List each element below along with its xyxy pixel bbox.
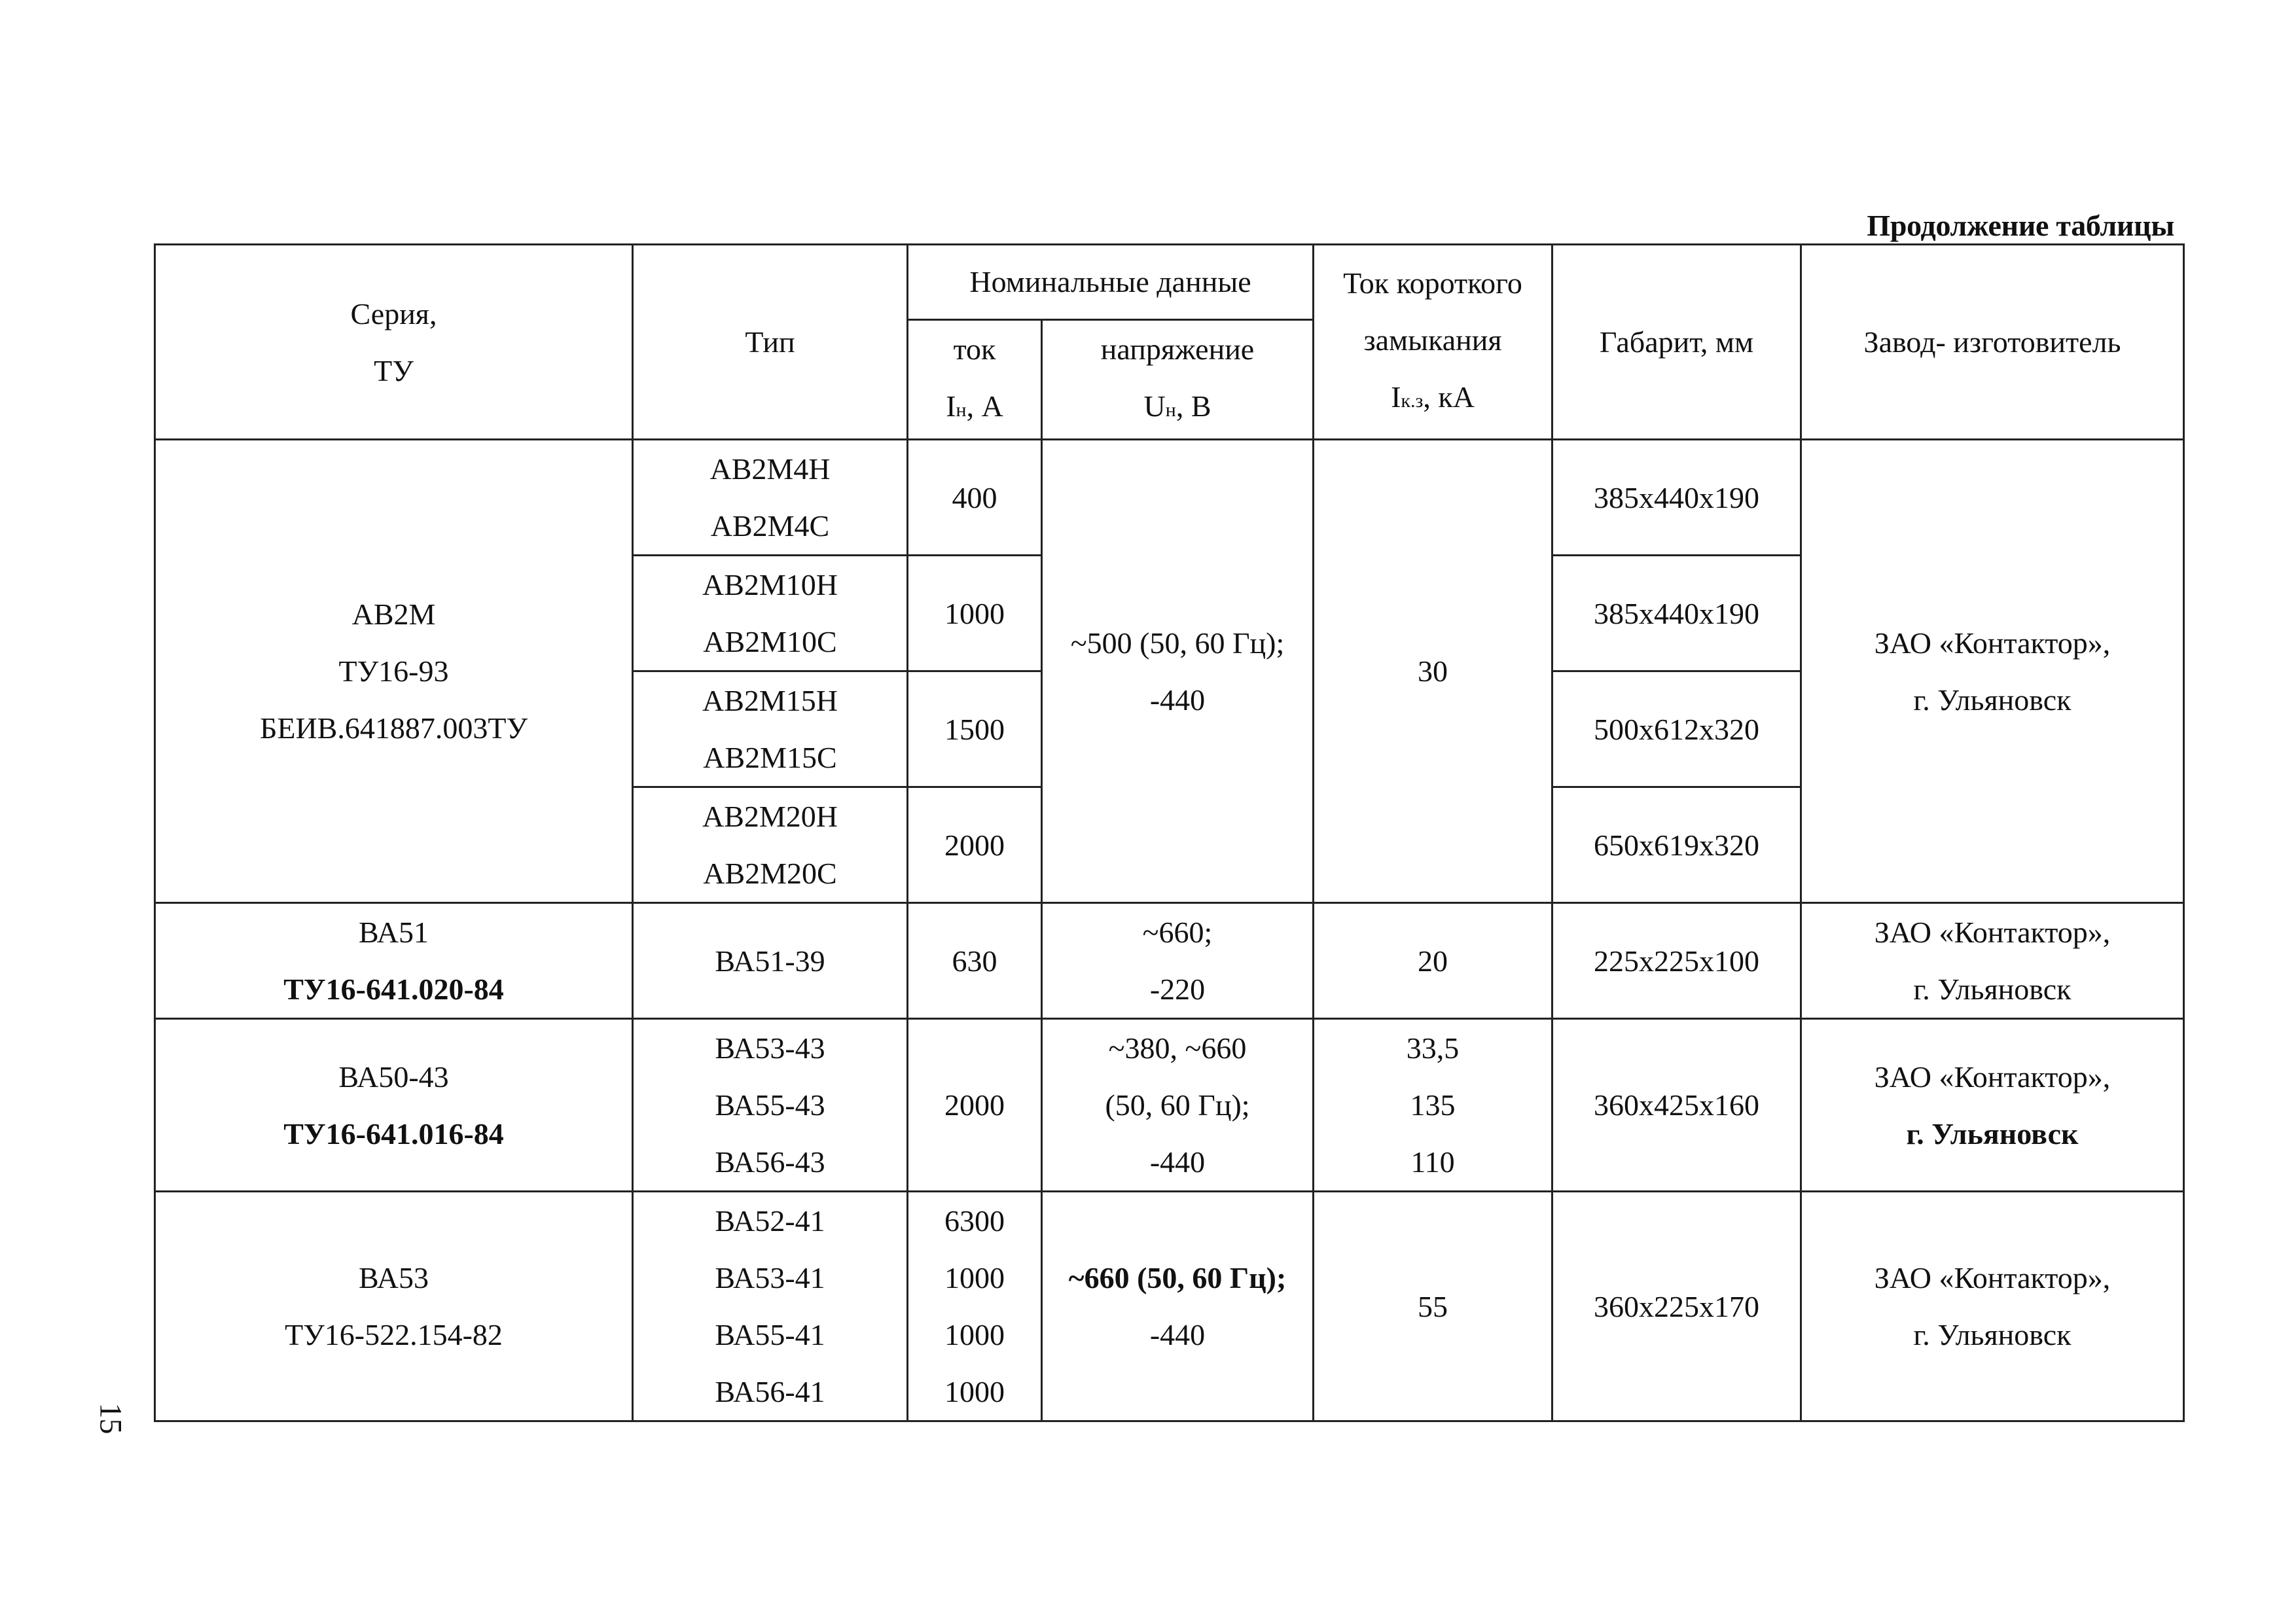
current-cell: 2000 <box>908 787 1042 903</box>
short-circuit-line: 135 <box>1410 1088 1456 1122</box>
voltage-line: (50, 60 Гц); <box>1105 1088 1250 1122</box>
manufacturer-line: ЗАО «Контактор», <box>1874 626 2111 660</box>
series-line: ТУ16-641.020-84 <box>283 972 504 1006</box>
short-circuit-cell: 30 <box>1314 440 1552 903</box>
table-row <box>155 1019 2184 1192</box>
series-line: ВА51 <box>358 916 429 949</box>
table-row <box>155 440 2184 556</box>
manufacturer-line: г. Ульяновск <box>1913 1318 2072 1351</box>
type-line: АВ2М10Н <box>702 568 838 601</box>
circuit-breaker-table <box>154 243 2185 1422</box>
header-series-line: ТУ <box>374 353 414 387</box>
type-line: ВА52-41 <box>715 1204 825 1238</box>
type-cell <box>633 671 908 787</box>
type-line: АВ2М4С <box>710 509 830 543</box>
manufacturer-line: г. Ульяновск <box>1913 683 2072 717</box>
header-nominal: Номинальные данные <box>908 245 1314 320</box>
table-continuation-caption: Продолжение таблицы <box>1867 209 2174 242</box>
type-line: ВА56-41 <box>715 1375 825 1408</box>
header-short-circuit-unit: Iк.з, кА <box>1391 380 1475 414</box>
voltage-line: ~380, ~660 <box>1108 1031 1247 1065</box>
header-short-circuit-line: замыкания <box>1363 323 1502 357</box>
type-line: ВА53-43 <box>715 1031 825 1065</box>
header-type: Тип <box>633 245 908 440</box>
type-cell <box>633 1019 908 1192</box>
manufacturer-line: ЗАО «Контактор», <box>1874 916 2111 949</box>
manufacturer-line: г. Ульяновск <box>1906 1116 2079 1150</box>
voltage-line: ~500 (50, 60 Гц); <box>1070 626 1285 660</box>
type-cell <box>633 440 908 556</box>
voltage-line: ~660; <box>1142 916 1213 949</box>
type-line: ВА56-43 <box>715 1145 825 1179</box>
series-cell <box>155 1019 633 1192</box>
dimensions-cell: 650х619х320 <box>1552 787 1801 903</box>
short-circuit-cell: 20 <box>1314 903 1552 1019</box>
manufacturer-cell <box>1801 1192 2184 1421</box>
manufacturer-cell <box>1801 1019 2184 1192</box>
type-line: АВ2М20С <box>703 857 837 890</box>
type-line: ВА55-41 <box>715 1318 825 1351</box>
dimensions-cell: 360х225х170 <box>1552 1192 1801 1421</box>
header-dimensions: Габарит, мм <box>1552 245 1801 440</box>
current-cell: 2000 <box>908 1019 1042 1192</box>
short-circuit-cell <box>1314 1019 1552 1192</box>
type-line: ВА53-41 <box>715 1261 825 1294</box>
voltage-cell <box>1042 903 1314 1019</box>
current-cell: 1500 <box>908 671 1042 787</box>
type-cell <box>633 1192 908 1421</box>
series-line: ТУ16-93 <box>338 654 449 688</box>
dimensions-cell: 225х225х100 <box>1552 903 1801 1019</box>
series-line: ТУ16-522.154-82 <box>285 1318 503 1351</box>
header-current-label: ток <box>953 332 996 366</box>
voltage-line: -220 <box>1149 972 1206 1006</box>
current-line: 1000 <box>944 1261 1005 1294</box>
voltage-cell <box>1042 440 1314 903</box>
table-row <box>155 1192 2184 1421</box>
header-series <box>155 245 633 440</box>
dimensions-cell: 360х425х160 <box>1552 1019 1801 1192</box>
header-current <box>908 320 1042 440</box>
short-circuit-line: 33,5 <box>1406 1031 1460 1065</box>
dimensions-cell: 500х612х320 <box>1552 671 1801 787</box>
short-circuit-cell: 55 <box>1314 1192 1552 1421</box>
type-cell: ВА51-39 <box>633 903 908 1019</box>
manufacturer-line: ЗАО «Контактор», <box>1874 1060 2111 1094</box>
table-row <box>155 903 2184 1019</box>
voltage-line: -440 <box>1149 683 1206 717</box>
series-cell <box>155 1192 633 1421</box>
type-line: ВА55-43 <box>715 1088 825 1122</box>
header-voltage-label: напряжение <box>1100 332 1255 366</box>
voltage-line: -440 <box>1149 1145 1206 1179</box>
type-line: АВ2М20Н <box>702 800 838 833</box>
type-cell <box>633 787 908 903</box>
series-cell <box>155 440 633 903</box>
manufacturer-cell <box>1801 440 2184 903</box>
voltage-cell <box>1042 1192 1314 1421</box>
series-line: БЕИВ.641887.003ТУ <box>259 711 528 745</box>
header-short-circuit <box>1314 245 1552 440</box>
header-voltage <box>1042 320 1314 440</box>
current-cell: 1000 <box>908 556 1042 671</box>
type-line: АВ2М15С <box>703 741 837 774</box>
manufacturer-line: ЗАО «Контактор», <box>1874 1261 2111 1294</box>
header-voltage-unit: Uн, В <box>1143 389 1211 423</box>
voltage-line: ~660 (50, 60 Гц); <box>1068 1261 1287 1294</box>
short-circuit-line: 110 <box>1410 1145 1455 1179</box>
page-number: 15 <box>93 1402 128 1435</box>
series-cell <box>155 903 633 1019</box>
type-cell <box>633 556 908 671</box>
header-manufacturer: Завод- изготовитель <box>1801 245 2184 440</box>
series-line: ТУ16-641.016-84 <box>283 1116 504 1150</box>
series-line: ВА53 <box>358 1261 429 1294</box>
dimensions-cell: 385х440х190 <box>1552 556 1801 671</box>
type-line: АВ2М4Н <box>709 452 831 486</box>
current-line: 6300 <box>944 1204 1005 1238</box>
header-short-circuit-line: Ток короткого <box>1343 266 1522 300</box>
dimensions-cell: 385х440х190 <box>1552 440 1801 556</box>
type-line: АВ2М10С <box>703 625 837 658</box>
current-cell: 630 <box>908 903 1042 1019</box>
series-line: АВ2М <box>351 597 436 631</box>
type-line: АВ2М15Н <box>702 684 838 717</box>
current-cell: 400 <box>908 440 1042 556</box>
voltage-line: -440 <box>1149 1318 1206 1351</box>
voltage-cell <box>1042 1019 1314 1192</box>
series-line: ВА50-43 <box>338 1060 449 1094</box>
current-line: 1000 <box>944 1318 1005 1351</box>
header-current-unit: Iн, А <box>946 389 1003 423</box>
current-cell <box>908 1192 1042 1421</box>
manufacturer-line: г. Ульяновск <box>1913 972 2072 1006</box>
current-line: 1000 <box>944 1375 1005 1408</box>
manufacturer-cell <box>1801 903 2184 1019</box>
header-series-line: Серия, <box>350 296 437 330</box>
